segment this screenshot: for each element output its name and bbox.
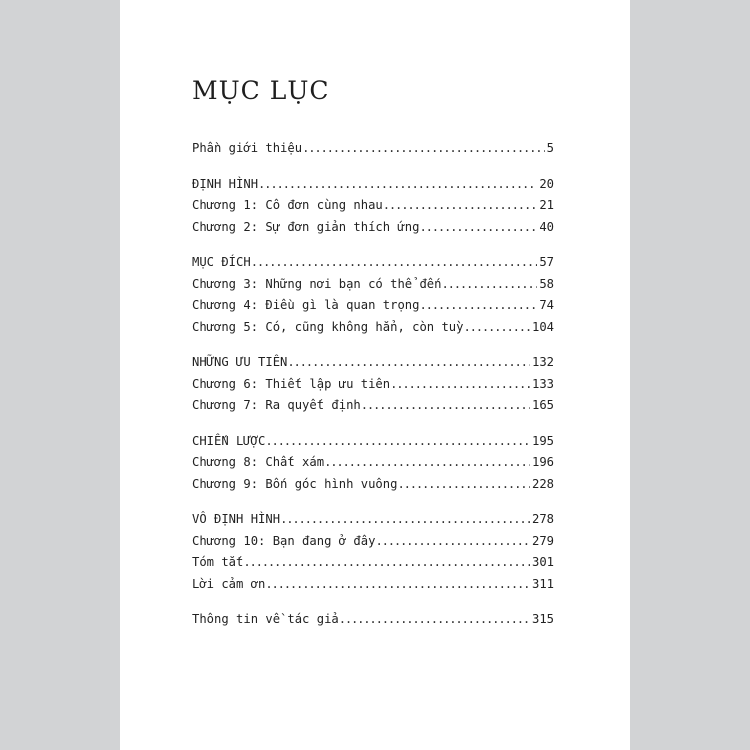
toc-entry-page-number: 301	[531, 555, 554, 569]
dot-leader	[383, 195, 538, 217]
toc-entry-label: MỤC ĐÍCH	[192, 255, 251, 269]
dot-leader	[464, 317, 530, 339]
toc-entry	[192, 452, 554, 474]
dot-leader	[339, 609, 530, 631]
toc-entry-page-number: 165	[531, 398, 554, 412]
toc-entry-page-number: 74	[539, 298, 554, 312]
toc-entry	[192, 217, 554, 239]
dot-leader	[419, 217, 537, 239]
dot-leader	[280, 509, 530, 531]
dot-leader	[419, 295, 537, 317]
toc-entry	[192, 552, 554, 574]
toc-entry	[192, 295, 554, 317]
dot-leader	[441, 274, 537, 296]
toc-entry	[192, 395, 554, 417]
toc-entry-label: ĐỊNH HÌNH	[192, 176, 259, 191]
book-page	[120, 0, 630, 750]
toc-entry-page-number: 195	[531, 433, 554, 448]
toc-entry-page-number: 21	[539, 198, 554, 212]
dot-leader	[302, 138, 545, 160]
toc-entry-label: CHIẾN LƯỢC	[192, 433, 266, 448]
toc-entry-page-number: 315	[531, 612, 554, 626]
toc-entry	[192, 609, 554, 631]
dot-leader	[375, 531, 530, 553]
toc-entry	[192, 531, 554, 553]
toc-entry-label: Chương 10: Bạn đang ở đây	[192, 533, 376, 548]
toc-entry-label: Phần giới thiệu	[192, 141, 303, 155]
toc-entry-page-number: 40	[539, 219, 554, 234]
toc-entry-page-number: 279	[531, 533, 554, 548]
toc-entry	[192, 174, 554, 196]
toc-entry	[192, 474, 554, 496]
toc-entry-label: Thông tin về tác giả	[192, 612, 339, 626]
toc-entry-page-number: 311	[531, 576, 554, 591]
toc-entry-page-number: 196	[531, 455, 554, 469]
toc-entry-label: Chương 3: Những nơi bạn có thể đến	[192, 276, 442, 291]
toc-entry-label: Chương 5: Có, cũng không hẳn, còn tuỳ	[192, 319, 464, 334]
toc-entry-label: Chương 6: Thiết lập ưu tiên	[192, 376, 391, 391]
toc-entry	[192, 274, 554, 296]
toc-entry	[192, 195, 554, 217]
dot-leader	[258, 174, 537, 196]
dot-leader	[390, 374, 530, 396]
dot-leader	[243, 552, 530, 574]
dot-leader	[361, 395, 530, 417]
toc-entry-page-number: 57	[539, 255, 554, 269]
toc-entry-label: Chương 7: Ra quyết định	[192, 398, 361, 412]
toc-entry-page-number: 278	[531, 512, 554, 526]
toc-entry-label: Chương 2: Sự đơn giản thích ứng	[192, 219, 420, 234]
toc-entry-label: Tóm tắt	[192, 555, 244, 569]
toc-entry-page-number: 133	[531, 376, 554, 391]
dot-leader	[324, 452, 530, 474]
dot-leader	[265, 574, 530, 596]
dot-leader	[251, 252, 538, 274]
toc-entry-page-number: 132	[531, 355, 554, 369]
page-title: MỤC LỤC	[192, 76, 330, 105]
toc-entry	[192, 574, 554, 596]
dot-leader	[265, 431, 530, 453]
toc-entry	[192, 317, 554, 339]
toc-entry-page-number: 104	[531, 319, 554, 334]
toc-entry-label: VÔ ĐỊNH HÌNH	[192, 512, 281, 526]
dot-leader	[287, 352, 530, 374]
toc-entry-label: Lời cảm ơn	[192, 576, 266, 591]
toc-entry	[192, 138, 554, 160]
toc-entry	[192, 509, 554, 531]
table-of-contents	[192, 138, 554, 631]
toc-entry-label: NHỮNG ƯU TIÊN	[192, 355, 288, 369]
toc-entry-label: Chương 8: Chất xám	[192, 455, 325, 469]
toc-entry-label: Chương 1: Cô đơn cùng nhau	[192, 198, 383, 212]
toc-entry-label: Chương 9: Bốn góc hình vuông	[192, 476, 398, 491]
toc-entry-page-number: 228	[531, 476, 554, 491]
toc-entry-page-number: 58	[539, 276, 554, 291]
dot-leader	[397, 474, 530, 496]
toc-entry-page-number: 20	[539, 176, 554, 191]
toc-entry	[192, 431, 554, 453]
toc-entry-page-number: 5	[546, 141, 554, 155]
toc-entry	[192, 352, 554, 374]
toc-entry	[192, 252, 554, 274]
toc-entry	[192, 374, 554, 396]
toc-entry-label: Chương 4: Điều gì là quan trọng	[192, 298, 420, 312]
